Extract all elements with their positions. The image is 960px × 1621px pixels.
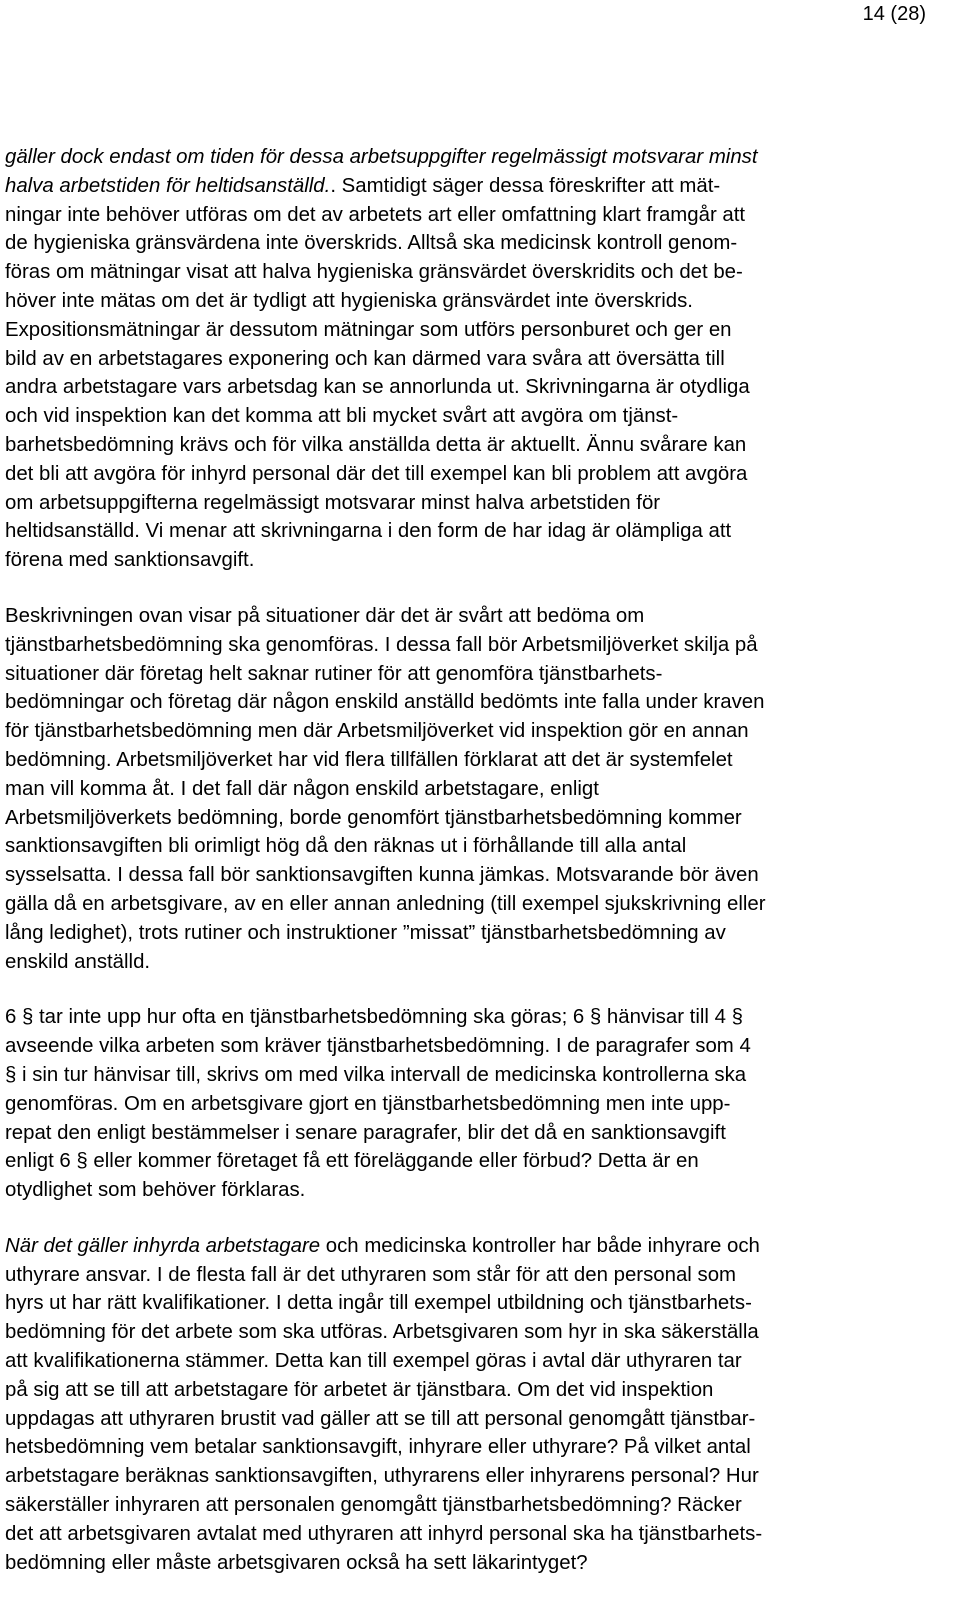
paragraph-2-text: Beskrivningen ovan visar på situationer där det är svårt att bedöma om tjänstbarhetsbedömning ska genomföras. I dessa fall bör Arbetsmiljöverket skilja på situationer där företag helt saknar rutiner för att genomföra tjänstbarhets- bedömningar och företag där någon enskild anställd bedömts inte falla under kraven för tjänstbarhetsbedömning men där Arbetsmiljöverket vid inspektion gör en annan bedömning. Arbetsmiljöverket har vid flera tillfällen förklarat att det är systemfelet man vill komma åt. I det fall där någon enskild arbetstagare, enligt Arbetsmiljöverkets bedömning, borde genomfört tjänstbarhetsbedömning kommer sanktionsavgiften bli orimligt hög då den räknas ut i förhållande till alla antal sysselsatta. I dessa fall bör sanktionsavgiften kunna jämkas. Motsvarande bör även gälla då en arbetsgivare, av en eller annan anledning (till exempel sjukskrivning eller lång ledighet), trots rutiner och instruktioner ”missat” tjänstbarhetsbedömning av enskild anställd. — [5, 604, 766, 973]
paragraph-4-text: och medicinska kontroller har både inhyrare och uthyrare ansvar. I de flesta fall är det uthyraren som står för att den personal som hyrs ut har rätt kvalifikationer. I detta ingår till exempel utbildning och tjänstbarhets- bedömning för det arbete som ska utföras. Arbetsgivaren som hyr in ska säkerställa att kvalifikationerna stämmer. Detta kan till exempel göras i avtal där uthyraren tar på sig att se till att arbetstagare för arbetet är tjänstbara. Om det vid inspektion uppdagas att uthyraren brustit vad gäller att se till att personal genomgått tjänstbar- hetsbedömning vem betalar sanktionsavgift, inhyrare eller uthyrare? På vilket antal arbetstagare beräknas sanktionsavgiften, uthyrarens eller inhyrarens personal? Hur säkerställer inhyraren att personalen genomgått tjänstbarhetsbedömning? Räcker det att arbetsgivaren avtalat med uthyraren att inhyrd personal ska ha tjänstbarhets- bedömning eller måste arbetsgivaren också ha sett läkarintyget? — [5, 1234, 763, 1574]
paragraph-1-italic-lead: gäller dock endast om tiden för dessa arbetsuppgifter regelmässigt motsvarar minst halva arbetstiden för heltidsanställd. — [5, 146, 758, 197]
page-number: 14 (28) — [862, 3, 926, 25]
paragraph-3-text: 6 § tar inte upp hur ofta en tjänstbarhetsbedömning ska göras; 6 § hänvisar till 4 § avseende vilka arbeten som kräver tjänstbarhetsbedömning. I de paragrafer som 4 § i sin tur hänvisar till, skrivs om med vilka intervall de medicinska kontrollerna ska genomföras. Om en arbetsgivare gjort en tjänstbarhetsbedömning men inte upp- repat den enligt bestämmelser i senare paragrafer, blir det då en sanktionsavgift enligt 6 § eller kommer företaget få ett föreläggande eller förbud? Detta är en otydlighet som behöver förklaras. — [5, 1006, 751, 1202]
paragraph-1-text: . Samtidigt säger dessa föreskrifter att mät- ningar inte behöver utföras om det av arbetets art eller omfattning klart framgår att de hygieniska gränsvärdena inte överskrids. Alltså ska medicinsk kontroll genom- föras om mätningar visat att halva hygieniska gränsvärdet överskridits och det be- höver inte mätas om det är tydligt att hygieniska gränsvärdet inte överskrids. Expositionsmätningar är dessutom mätningar som utförs personburet och ger en bild av en arbetstagares exponering och kan därmed vara svåra att översätta till andra arbetstagare vars arbetsdag kan se annorlunda ut. Skrivningarna är otydliga och vid inspektion kan det komma att bli mycket svårt att avgöra om tjänst- barhetsbedömning krävs och för vilka anställda detta är aktuellt. Ännu svårare kan det bli att avgöra för inhyrd personal där det till exempel kan bli problem att avgöra om arbetsuppgifterna regelmässigt motsvarar minst halva arbetstiden för heltidsanställd. Vi menar att skrivningarna i den form de har idag är olämpliga att förena med sanktionsavgift. — [5, 174, 750, 572]
paragraph-4 — [5, 1232, 935, 1578]
paragraph-gap — [5, 976, 935, 1003]
paragraph-2 — [5, 602, 935, 976]
paragraph-4-italic-lead: När det gäller inhyrda arbetstagare — [5, 1234, 321, 1257]
paragraph-3 — [5, 1003, 935, 1205]
paragraph-gap — [5, 1205, 935, 1232]
paragraph-gap — [5, 575, 935, 602]
document-body — [5, 143, 935, 1577]
paragraph-1 — [5, 143, 935, 575]
